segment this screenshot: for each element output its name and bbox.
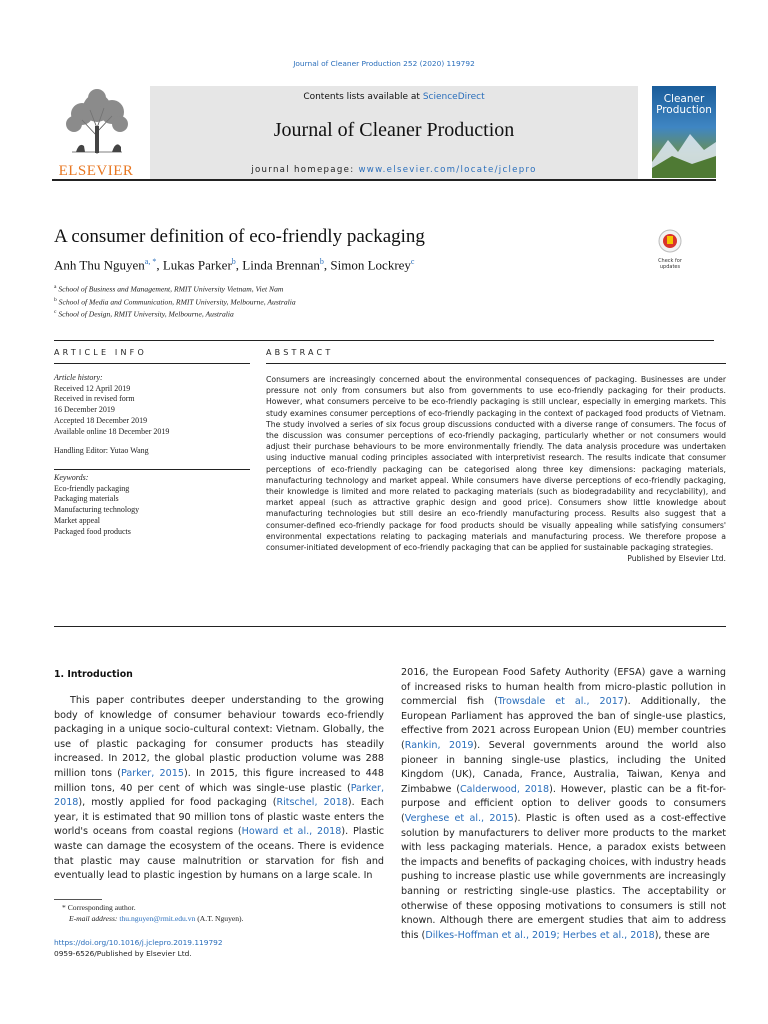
journal-banner [52,86,716,181]
published-by: Published by Elsevier Ltd. [627,554,726,564]
author-name[interactable]: Anh Thu Nguyen [54,257,145,273]
journal-cover-image [652,86,716,178]
citation-link[interactable]: Dilkes-Hoffman et al., 2019; Herbes et al., 2018 [425,929,655,941]
journal-banner-center [150,86,638,179]
cover-mountain-art [652,126,716,178]
contents-line: Contents lists available at ScienceDirect [303,92,485,102]
divider [54,626,726,627]
divider [54,363,250,364]
divider [54,340,714,341]
citation-link[interactable]: Howard et al., 2018 [241,826,342,838]
citation-link[interactable]: Parker, 2018 [54,782,384,809]
article-info-heading: ARTICLE INFO [54,348,147,357]
author-affiliation-mark[interactable]: b [231,257,236,266]
footnote-corresponding: * Corresponding author. [62,903,136,912]
history-item: Available online 18 December 2019 [54,426,170,436]
section-heading-introduction: 1. Introduction [54,669,133,680]
footnote [62,903,382,924]
citation-link[interactable]: Rankin, 2019 [404,739,474,751]
citation-link[interactable]: Trowsdale et al., 2017 [497,696,624,708]
article-history-label: Article history: [54,373,103,382]
history-item: 16 December 2019 [54,405,115,415]
author-affiliation-mark[interactable]: a, * [144,257,157,266]
article-history [54,373,250,457]
elsevier-wordmark: ELSEVIER [58,163,134,179]
history-item: Received 12 April 2019 [54,383,131,393]
cover-title-line2: Production [656,104,712,116]
keywords-block [54,473,250,537]
affiliation-item: $^c$ School of Design, RMIT University, Melbourne, Australia [54,309,234,319]
handling-editor: Handling Editor: Yutao Wang [54,446,149,456]
journal-citation-link[interactable]: Journal of Cleaner Production 252 (2020) 119792 [293,59,475,68]
footnote-email: E-mail address: thu.nguyen@rmit.edu.vn (A.T. Nguyen). [69,913,244,923]
keyword-item: Eco-friendly packaging [54,483,130,493]
doi-link[interactable]: https://doi.org/10.1016/j.jclepro.2019.119792 [54,938,223,947]
email-link[interactable]: thu.nguyen@rmit.edu.vn [119,913,196,923]
history-item: Received in revised form [54,394,135,404]
footnote-divider [54,899,102,900]
citation-link[interactable]: Calderwood, 2018 [459,783,550,795]
author-affiliation-mark[interactable]: b [319,257,324,266]
author-list: Anh Thu Nguyen$^{a, *}$, Lukas Parker$^b$, Linda Brennan$^b$, Simon Lockrey$^c$ [54,257,415,273]
intro-left-column: This paper contributes deeper understanding to the growing body of knowledge of consumer behaviour towards eco-friendly packaging in a unique socio-cultural context: Vietnam. Globally, the use of plastic packaging for consumer products has steadily increased. In 2012, the global plastic production volume was 288 million tons (Parker, 2015). In 2015, this figure increased to 448 million tons, 40 per cent of which was single-use plastic (Parker, 2018), mostly applied for food packaging (Ritschel, 2018). Each year, it is estimated that 90 million tons of plastic waste enters the world's oceans from coastal regions (Howard et al., 2018). Plastic waste can damage the ecosystem of the oceans. There is evidence that plastic may cause malnutrition or starvation for fish and eventually lead to plastic ingestion by humans on a large scale. In [54,695,385,882]
author-name[interactable]: Lukas Parker [162,257,232,273]
author-name[interactable]: Linda Brennan [242,257,320,273]
check-for-updates-icon [657,228,683,254]
affiliation-item: $^a$ School of Business and Management, RMIT University Vietnam, Viet Nam [54,284,284,294]
divider [54,469,250,470]
sciencedirect-link[interactable]: ScienceDirect [422,92,485,102]
affiliation-list [54,282,296,320]
author-affiliation-mark[interactable]: c [410,257,415,266]
affiliation-item: $^b$ School of Media and Communication, RMIT University, Melbourne, Australia [54,296,296,307]
citation-link[interactable]: Parker, 2015 [120,767,184,779]
homepage-link[interactable]: www.elsevier.com/locate/jclepro [358,165,537,175]
check-for-updates-label: Check for updates [658,258,682,270]
doi-block [54,938,374,959]
divider [266,363,726,364]
history-item: Accepted 18 December 2019 [54,415,148,425]
cover-title-line1: Cleaner [663,93,705,105]
abstract-text: Consumers are increasingly concerned about the environmental consequences of packaging. Businesses are under pressure not only from consumers but also from governments to use eco-friendly packaging for their products. However, what consumers perceive to be eco-friendly packaging is still unclear, especially in emerging markets. This study examines consumer perceptions of eco-friendly packaging in the context of packaged food products of Vietnam. The study involved a series of six focus group discussions conducted with a diverse range of consumers. The focus of the discussion was consumer perceptions of eco-friendly packaging, particularly whether or not consumers would adjust their purchase behaviours to be more environmentally friendly. The data analysis procedure was undertaken using inductive manual coding principles associated with interpretivist research. The results indicate that consumer perceptions of eco-friendly packaging can be categorised along three key dimensions: packaging materials, manufacturing technology and market appeal. While consumers have diverse perceptions of eco-friendly packaging, their knowledge is limited and more related to packaging materials (such as biodegradability and recyclability), and market appeal (such as attractive graphic design and good price). Consumers show little knowledge about manufacturing technologies but still desire an eco-friendly manufacturing process. Results also suggest that a consumer-defined eco-friendly package for food products should be visually appealing while satisfying consumers' environmental expectations relating to packaging materials and manufacturing process. We therefore propose a consumer-initiated development of eco-friendly packaging that can be applied for sustainable packaging strategies. [266,375,726,553]
keyword-item: Packaged food products [54,526,131,536]
journal-homepage: journal homepage: www.elsevier.com/locate/jclepro [251,165,537,175]
author-name[interactable]: Simon Lockrey [330,257,411,273]
citation-link[interactable]: Ritschel, 2018 [276,797,348,809]
keywords-label: Keywords: [54,473,89,482]
keyword-item: Manufacturing technology [54,505,140,515]
keyword-item: Market appeal [54,515,100,525]
journal-title: Journal of Cleaner Production [273,119,515,141]
issn-line: 0959-6526/Published by Elsevier Ltd. [54,948,192,958]
abstract-heading: ABSTRACT [266,348,334,357]
abstract-body [266,374,726,564]
keyword-item: Packaging materials [54,494,119,504]
article-title: A consumer definition of eco-friendly packaging [54,226,425,247]
check-for-updates-button[interactable] [650,228,690,268]
citation-link[interactable]: Verghese et al., 2015 [404,812,514,824]
intro-right-column: 2016, the European Food Safety Authority (EFSA) gave a warning of increased risks to human health from micro-plastic pollution in commercial fish (Trowsdale et al., 2017). Additionally, the European Parliament has approved the ban of single-use plastics, effective from 2021 across European Union (EU) member countries (Rankin, 2019). Several governments around the world also pioneer in banning single-use plastics, including the United Kingdom (UK), Canada, France, Australia, Taiwan, Kenya and Zimbabwe (Calderwood, 2018). However, plastic can be a fit-for-purpose and efficient option to deliver goods to consumers (Verghese et al., 2015). Plastic is often used as a cost-effective solution by manufacturers to deliver more products to the market with less packaging materials. Hence, a paradox exists between the impacts and benefits of packaging choices, with industry heads pushing to increase plastic use while governments are increasingly banning or restricting single-use plastics. The acceptability or otherwise of these opposing motivations to consumers is still not known. Although there are emergent studies that aim to address this (Dilkes-Hoffman et al., 2019; Herbes et al., 2018), these are [401,667,727,941]
elsevier-tree-logo [52,88,142,156]
